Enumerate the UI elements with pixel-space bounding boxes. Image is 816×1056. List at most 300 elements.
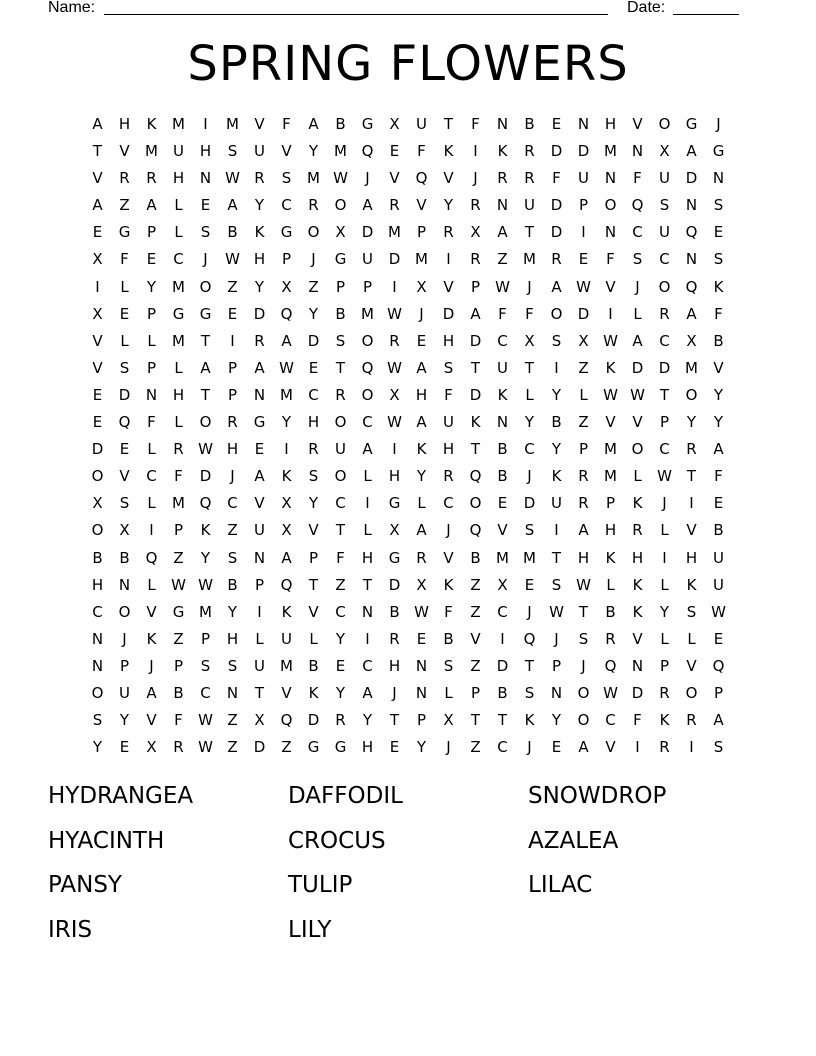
grid-letter[interactable]: N [496,196,509,215]
grid-letter[interactable]: S [632,250,643,269]
grid-letter[interactable]: D [253,304,266,323]
grid-letter[interactable]: P [470,683,481,702]
grid-letter[interactable]: A [362,440,373,459]
grid-letter[interactable]: R [254,331,265,350]
grid-letter[interactable]: H [118,115,131,133]
grid-letter[interactable]: Q [631,196,644,215]
grid-letter[interactable]: Q [712,656,725,675]
grid-letter[interactable]: A [146,196,157,215]
grid-letter[interactable]: D [469,385,482,404]
grid-letter[interactable]: J [662,494,667,513]
grid-letter[interactable]: Z [470,656,481,675]
grid-letter[interactable]: C [632,223,643,242]
grid-letter[interactable]: L [120,277,129,296]
grid-letter[interactable]: A [200,358,211,377]
grid-letter[interactable]: Y [713,413,724,432]
grid-letter[interactable]: M [523,250,536,269]
grid-letter[interactable]: T [524,223,535,242]
grid-letter[interactable]: L [255,629,264,648]
grid-letter[interactable]: K [281,602,292,621]
grid-letter[interactable]: Q [118,413,131,432]
grid-letter[interactable]: L [174,413,183,432]
grid-letter[interactable]: A [416,358,427,377]
grid-letter[interactable]: C [362,413,373,432]
grid-letter[interactable]: O [469,494,482,513]
name-field-line[interactable] [104,0,608,15]
grid-letter[interactable]: Z [227,277,238,296]
grid-letter[interactable]: U [362,250,373,269]
grid-letter[interactable]: R [659,304,670,323]
grid-letter[interactable]: E [92,223,103,242]
grid-letter[interactable]: J [446,521,451,540]
grid-letter[interactable]: C [362,656,373,675]
grid-letter[interactable]: O [307,223,320,242]
grid-letter[interactable]: G [334,250,347,269]
grid-letter[interactable]: V [389,169,400,188]
grid-letter[interactable]: R [119,169,130,188]
grid-letter[interactable]: Y [551,440,562,459]
grid-letter[interactable]: V [632,115,643,133]
grid-letter[interactable]: H [361,548,374,567]
grid-letter[interactable]: O [91,467,104,486]
grid-letter[interactable]: N [118,575,131,594]
grid-letter[interactable]: X [335,223,346,242]
grid-letter[interactable]: J [230,467,235,486]
grid-letter[interactable]: E [551,115,562,133]
grid-letter[interactable]: U [659,223,670,242]
grid-letter[interactable]: M [334,142,347,161]
grid-letter[interactable]: Y [362,711,373,730]
grid-letter[interactable]: C [443,494,454,513]
grid-letter[interactable]: J [473,169,478,188]
grid-letter[interactable]: Q [199,494,212,513]
grid-letter[interactable]: B [443,629,454,648]
grid-letter[interactable]: S [551,575,562,594]
grid-letter[interactable]: C [524,440,535,459]
grid-letter[interactable]: E [713,223,724,242]
grid-letter[interactable]: A [146,683,157,702]
grid-letter[interactable]: T [659,385,670,404]
grid-letter[interactable]: U [119,683,130,702]
grid-letter[interactable]: M [361,304,374,323]
grid-letter[interactable]: Q [604,656,617,675]
grid-letter[interactable]: N [685,250,698,269]
grid-letter[interactable]: N [577,115,590,133]
grid-letter[interactable]: A [227,196,238,215]
grid-letter[interactable]: R [173,440,184,459]
grid-letter[interactable]: J [581,656,586,675]
grid-letter[interactable]: R [335,385,346,404]
grid-letter[interactable]: X [578,331,589,350]
grid-letter[interactable]: B [173,683,184,702]
grid-letter[interactable]: D [523,494,536,513]
grid-letter[interactable]: K [632,575,643,594]
grid-letter[interactable]: O [199,413,212,432]
grid-letter[interactable]: T [389,711,400,730]
grid-letter[interactable]: Q [361,142,374,161]
grid-letter[interactable]: R [605,629,616,648]
grid-letter[interactable]: T [443,115,454,133]
grid-letter[interactable]: K [443,142,454,161]
grid-letter[interactable]: O [577,683,590,702]
grid-letter[interactable]: C [659,440,670,459]
grid-letter[interactable]: V [308,521,319,540]
grid-letter[interactable]: U [254,521,265,540]
grid-letter[interactable]: R [308,440,319,459]
grid-letter[interactable]: P [119,656,130,675]
grid-letter[interactable]: N [415,683,428,702]
grid-letter[interactable]: P [146,223,157,242]
grid-letter[interactable]: C [335,494,346,513]
grid-letter[interactable]: Q [469,521,482,540]
grid-letter[interactable]: S [578,629,589,648]
grid-letter[interactable]: U [254,656,265,675]
grid-letter[interactable]: G [307,738,320,757]
grid-letter[interactable]: H [442,331,455,350]
grid-letter[interactable]: D [631,358,644,377]
grid-letter[interactable]: Y [92,738,103,757]
grid-letter[interactable]: J [716,115,721,133]
grid-letter[interactable]: H [415,385,428,404]
grid-letter[interactable]: N [496,413,509,432]
grid-letter[interactable]: U [335,440,346,459]
grid-letter[interactable]: R [146,169,157,188]
grid-letter[interactable]: P [659,656,670,675]
grid-letter[interactable]: S [119,358,130,377]
grid-letter[interactable]: M [172,331,185,350]
grid-letter[interactable]: U [713,575,724,594]
grid-letter[interactable]: P [146,304,157,323]
grid-letter[interactable]: C [200,683,211,702]
grid-letter[interactable]: N [685,196,698,215]
grid-letter[interactable]: L [120,331,129,350]
grid-letter[interactable]: V [686,656,697,675]
grid-letter[interactable]: E [335,656,346,675]
grid-letter[interactable]: A [578,738,589,757]
grid-letter[interactable]: V [497,521,508,540]
grid-letter[interactable]: C [605,711,616,730]
grid-letter[interactable]: V [92,169,103,188]
grid-letter[interactable]: K [200,521,211,540]
grid-letter[interactable]: R [389,331,400,350]
grid-letter[interactable]: E [524,575,535,594]
grid-letter[interactable]: H [388,656,401,675]
grid-letter[interactable]: R [659,738,670,757]
grid-letter[interactable]: A [713,440,724,459]
grid-letter[interactable]: Y [308,494,319,513]
grid-letter[interactable]: M [604,142,617,161]
grid-letter[interactable]: W [603,385,618,404]
grid-letter[interactable]: S [92,711,103,730]
grid-letter[interactable]: P [335,277,346,296]
grid-letter[interactable]: N [604,223,617,242]
grid-letter[interactable]: N [496,115,509,133]
grid-letter[interactable]: K [254,223,265,242]
grid-letter[interactable]: E [551,738,562,757]
grid-letter[interactable]: L [660,521,669,540]
grid-letter[interactable]: Y [443,196,454,215]
grid-letter[interactable]: O [334,413,347,432]
grid-letter[interactable]: B [227,575,238,594]
grid-letter[interactable]: T [470,711,481,730]
grid-letter[interactable]: F [120,250,129,269]
grid-letter[interactable]: Q [280,575,293,594]
grid-letter[interactable]: P [254,575,265,594]
grid-letter[interactable]: R [335,711,346,730]
grid-letter[interactable]: E [416,331,427,350]
grid-letter[interactable]: I [257,602,262,621]
grid-letter[interactable]: U [524,196,535,215]
grid-letter[interactable]: Q [415,169,428,188]
grid-letter[interactable]: F [444,602,453,621]
grid-letter[interactable]: U [416,115,427,133]
grid-letter[interactable]: T [497,711,508,730]
grid-letter[interactable]: P [227,385,238,404]
grid-letter[interactable]: C [146,467,157,486]
grid-letter[interactable]: W [198,738,213,757]
grid-letter[interactable]: G [388,494,401,513]
grid-letter[interactable]: M [172,494,185,513]
grid-letter[interactable]: B [497,683,508,702]
grid-letter[interactable]: C [659,250,670,269]
grid-letter[interactable]: W [576,277,591,296]
grid-letter[interactable]: W [495,277,510,296]
grid-letter[interactable]: Y [254,196,265,215]
grid-letter[interactable]: J [635,277,640,296]
grid-letter[interactable]: M [172,115,185,133]
grid-letter[interactable]: Z [497,250,508,269]
grid-letter[interactable]: W [198,440,213,459]
grid-letter[interactable]: A [254,358,265,377]
grid-letter[interactable]: D [118,385,131,404]
grid-letter[interactable]: I [500,629,505,648]
grid-letter[interactable]: Y [146,277,157,296]
grid-letter[interactable]: F [417,142,426,161]
grid-letter[interactable]: V [146,711,157,730]
grid-letter[interactable]: A [308,115,319,133]
grid-letter[interactable]: P [551,656,562,675]
grid-letter[interactable]: E [416,629,427,648]
grid-letter[interactable]: M [685,358,698,377]
grid-letter[interactable]: G [685,115,698,133]
grid-letter[interactable]: W [225,169,240,188]
grid-letter[interactable]: S [119,494,130,513]
grid-letter[interactable]: R [470,250,481,269]
grid-letter[interactable]: O [658,277,671,296]
grid-letter[interactable]: J [554,629,559,648]
grid-letter[interactable]: F [552,169,561,188]
grid-letter[interactable]: M [415,250,428,269]
grid-letter[interactable]: D [388,250,401,269]
grid-letter[interactable]: T [686,467,697,486]
grid-letter[interactable]: A [497,223,508,242]
grid-letter[interactable]: R [308,196,319,215]
grid-letter[interactable]: J [149,656,154,675]
grid-letter[interactable]: N [631,142,644,161]
grid-letter[interactable]: I [149,521,154,540]
grid-letter[interactable]: Y [308,142,319,161]
grid-letter[interactable]: X [281,277,292,296]
grid-letter[interactable]: S [227,656,238,675]
grid-letter[interactable]: N [145,385,158,404]
grid-letter[interactable]: T [254,683,265,702]
grid-letter[interactable]: O [334,467,347,486]
grid-letter[interactable]: R [659,683,670,702]
grid-letter[interactable]: B [524,115,535,133]
grid-letter[interactable]: D [199,467,212,486]
grid-letter[interactable]: O [577,711,590,730]
grid-letter[interactable]: L [444,683,453,702]
grid-letter[interactable]: C [281,196,292,215]
grid-letter[interactable]: P [200,629,211,648]
grid-letter[interactable]: B [497,467,508,486]
grid-letter[interactable]: G [280,223,293,242]
grid-letter[interactable]: X [659,142,670,161]
grid-letter[interactable]: A [686,304,697,323]
grid-letter[interactable]: E [389,738,400,757]
grid-letter[interactable]: F [606,250,615,269]
grid-letter[interactable]: L [579,385,588,404]
grid-letter[interactable]: C [227,494,238,513]
grid-letter[interactable]: U [551,494,562,513]
grid-letter[interactable]: A [254,467,265,486]
grid-letter[interactable]: I [473,142,478,161]
grid-letter[interactable]: X [281,494,292,513]
grid-letter[interactable]: A [362,683,373,702]
grid-letter[interactable]: I [554,358,559,377]
grid-letter[interactable]: E [227,304,238,323]
grid-letter[interactable]: Q [280,711,293,730]
grid-letter[interactable]: P [362,277,373,296]
grid-letter[interactable]: E [146,250,157,269]
grid-letter[interactable]: B [605,602,616,621]
grid-letter[interactable]: S [686,602,697,621]
grid-letter[interactable]: H [361,738,374,757]
grid-letter[interactable]: Z [227,711,238,730]
grid-letter[interactable]: Y [524,413,535,432]
grid-letter[interactable]: R [686,440,697,459]
grid-letter[interactable]: K [659,711,670,730]
grid-letter[interactable]: X [92,304,103,323]
grid-letter[interactable]: I [365,629,370,648]
grid-letter[interactable]: G [253,413,266,432]
grid-letter[interactable]: Q [280,304,293,323]
grid-letter[interactable]: Y [659,602,670,621]
grid-letter[interactable]: I [365,494,370,513]
grid-letter[interactable]: N [253,548,266,567]
grid-letter[interactable]: O [685,683,698,702]
grid-letter[interactable]: V [686,521,697,540]
grid-letter[interactable]: G [388,548,401,567]
grid-letter[interactable]: B [227,223,238,242]
grid-letter[interactable]: A [416,521,427,540]
grid-letter[interactable]: K [416,440,427,459]
grid-letter[interactable]: R [524,169,535,188]
grid-letter[interactable]: O [199,277,212,296]
grid-letter[interactable]: R [524,142,535,161]
grid-letter[interactable]: O [334,196,347,215]
grid-letter[interactable]: P [416,711,427,730]
grid-letter[interactable]: Z [281,738,292,757]
grid-letter[interactable]: K [443,575,454,594]
grid-letter[interactable]: Z [578,358,589,377]
grid-letter[interactable]: D [550,223,563,242]
grid-letter[interactable]: N [604,169,617,188]
grid-letter[interactable]: B [551,413,562,432]
grid-letter[interactable]: B [92,548,103,567]
grid-letter[interactable]: H [685,548,698,567]
grid-letter[interactable]: T [92,142,103,161]
grid-letter[interactable]: C [659,331,670,350]
grid-letter[interactable]: E [713,494,724,513]
grid-letter[interactable]: W [198,575,213,594]
grid-letter[interactable]: J [527,277,532,296]
grid-letter[interactable]: R [470,196,481,215]
grid-letter[interactable]: U [659,169,670,188]
grid-letter[interactable]: S [200,223,211,242]
grid-letter[interactable]: V [254,115,265,133]
grid-letter[interactable]: I [203,115,208,133]
grid-letter[interactable]: C [335,602,346,621]
grid-letter[interactable]: O [91,683,104,702]
grid-letter[interactable]: G [361,115,374,133]
grid-letter[interactable]: I [581,223,586,242]
grid-letter[interactable]: I [392,440,397,459]
grid-letter[interactable]: J [365,169,370,188]
grid-letter[interactable]: N [415,656,428,675]
grid-letter[interactable]: N [712,169,725,188]
grid-letter[interactable]: O [361,331,374,350]
grid-letter[interactable]: A [686,142,697,161]
grid-letter[interactable]: I [95,277,100,296]
grid-letter[interactable]: H [172,385,185,404]
grid-letter[interactable]: F [714,304,723,323]
grid-letter[interactable]: J [392,683,397,702]
grid-letter[interactable]: R [632,521,643,540]
grid-letter[interactable]: H [388,467,401,486]
grid-letter[interactable]: B [713,521,724,540]
grid-letter[interactable]: M [496,548,509,567]
grid-letter[interactable]: D [577,304,590,323]
grid-letter[interactable]: D [361,223,374,242]
grid-letter[interactable]: H [226,629,239,648]
grid-letter[interactable]: Z [335,575,346,594]
grid-letter[interactable]: N [253,385,266,404]
grid-letter[interactable]: D [550,142,563,161]
grid-letter[interactable]: V [632,413,643,432]
grid-letter[interactable]: C [308,385,319,404]
grid-letter[interactable]: H [604,115,617,133]
grid-letter[interactable]: P [308,548,319,567]
grid-letter[interactable]: V [416,196,427,215]
grid-letter[interactable]: P [173,521,184,540]
grid-letter[interactable]: D [496,656,509,675]
grid-letter[interactable]: Y [416,738,427,757]
grid-letter[interactable]: V [470,629,481,648]
grid-letter[interactable]: S [551,331,562,350]
grid-letter[interactable]: D [550,196,563,215]
grid-letter[interactable]: A [470,304,481,323]
grid-letter[interactable]: T [578,602,589,621]
grid-letter[interactable]: S [308,467,319,486]
grid-letter[interactable]: Y [281,413,292,432]
grid-letter[interactable]: R [389,196,400,215]
grid-letter[interactable]: U [173,142,184,161]
grid-letter[interactable]: J [527,602,532,621]
grid-letter[interactable]: X [389,521,400,540]
grid-letter[interactable]: D [253,738,266,757]
grid-letter[interactable]: T [362,575,373,594]
